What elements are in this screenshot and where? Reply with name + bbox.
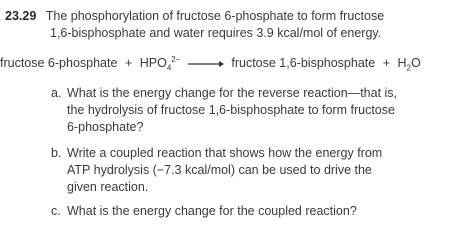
- problem-text-line-1: The phosphorylation of fructose 6-phosphate to form fructose: [45, 9, 385, 23]
- part-a-line-1: What is the energy change for the reverse reaction—that is,: [67, 86, 398, 100]
- plus-sign: +: [382, 56, 391, 70]
- problem-statement: [5, 8, 384, 25]
- part-b-line-1: Write a coupled reaction that shows how the energy from: [67, 146, 383, 160]
- part-a-line-3: 6-phosphate?: [67, 120, 144, 134]
- reaction-arrow-icon: [188, 59, 224, 69]
- part-c-line-1: What is the energy change for the coupled reaction?: [67, 204, 357, 218]
- problem-number: 23.29: [5, 9, 37, 23]
- part-b-line-2: ATP hydrolysis (−7.3 kcal/mol) can be used to drive the: [67, 163, 372, 177]
- part-a-label: a.: [51, 86, 62, 100]
- reactant-fructose-6-phosphate: fructose 6-phosphate: [0, 56, 118, 70]
- part-a-line-2: the hydrolysis of fructose 1,6-bisphosphate to form fructose: [67, 103, 395, 117]
- product-fructose-1-6-bisphosphate: fructose 1,6-bisphosphate: [231, 56, 376, 70]
- plus-sign: +: [124, 56, 133, 70]
- chemical-equation: [0, 55, 421, 72]
- part-b-label: b.: [51, 146, 62, 160]
- problem-text-line-2: 1,6-bisphosphate and water requires 3.9 kcal/mol of energy.: [50, 26, 382, 40]
- reactant-hydrogen-phosphate: $HPO_4^{2-}$: [139, 54, 181, 73]
- product-water: $H_2O$: [397, 56, 421, 73]
- part-b-line-3: given reaction.: [67, 180, 149, 194]
- part-c-label: c.: [51, 204, 61, 218]
